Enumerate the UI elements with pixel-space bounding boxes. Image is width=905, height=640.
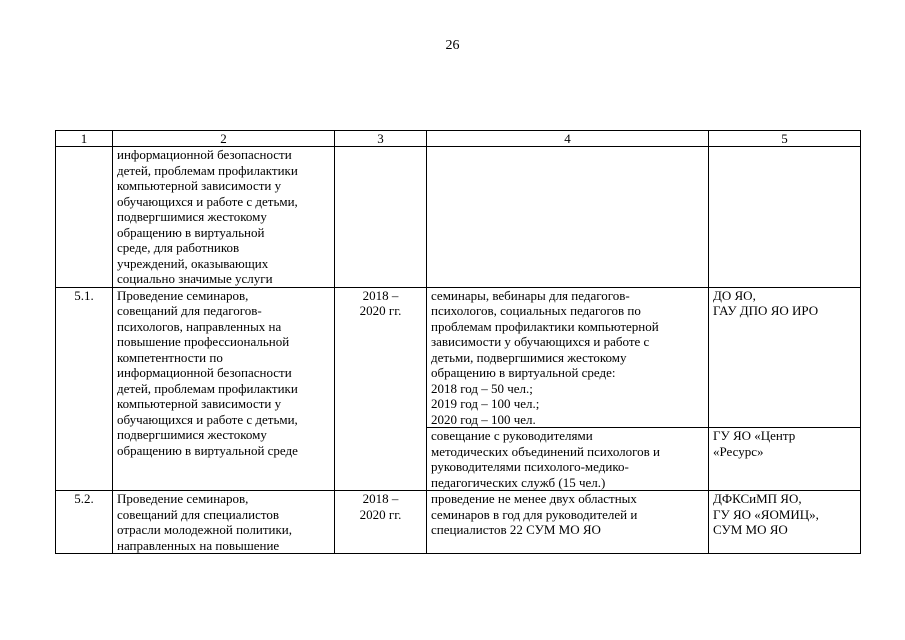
activity-result: семинары, вебинары для педагогов- психологов, социальных педагогов по проблемам профилактики компьютерной зависимости у обучающихся и работе с детьми, подвергшимися жестокому обращению в виртуальной среде: 2018 год – 50 чел.; 2019 год – 100 чел.; 2020 год – 100 чел. [427,287,709,428]
activity-name: информационной безопасности детей, проблемам профилактики компьютерной зависимости у обучающихся и работе с детьми, подвергшимися жестокому обращению в виртуальной среде, для работников учреждений, оказывающих социально значимые услуги [113,147,335,288]
activity-term: 2018 – 2020 гг. [335,287,427,491]
row-number: 5.1. [56,287,113,491]
header-col-4: 4 [427,131,709,147]
activity-term [335,147,427,288]
activity-result [427,147,709,288]
activity-executor: ДО ЯО, ГАУ ДПО ЯО ИРО [709,287,861,428]
header-col-1: 1 [56,131,113,147]
activity-term: 2018 – 2020 гг. [335,491,427,554]
header-col-2: 2 [113,131,335,147]
table-header-row [56,131,861,147]
row-number: 5.2. [56,491,113,554]
table-row [56,287,861,428]
page-number: 26 [445,38,460,53]
header-col-3: 3 [335,131,427,147]
activity-name: Проведение семинаров, совещаний для педагогов- психологов, направленных на повышение профессиональной компетентности по информационной безопасности детей, проблемам профилактики компьютерной зависимости у обучающихся и работе с детьми, подвергшимися жестокому обращению в виртуальной среде [113,287,335,491]
table-row [56,147,861,288]
table-row [56,491,861,554]
activity-executor: ДФКСиМП ЯО, ГУ ЯО «ЯОМИЦ», СУМ МО ЯО [709,491,861,554]
header-col-5: 5 [709,131,861,147]
activity-executor: ГУ ЯО «Центр «Ресурс» [709,428,861,491]
activity-executor [709,147,861,288]
plan-table [55,130,861,554]
row-number [56,147,113,288]
activity-result: проведение не менее двух областных семинаров в год для руководителей и специалистов 22 СУМ МО ЯО [427,491,709,554]
activity-result: совещание с руководителями методических объединений психологов и руководителями психолого-медико- педагогических служб (15 чел.) [427,428,709,491]
activity-name: Проведение семинаров, совещаний для специалистов отрасли молодежной политики, направленных на повышение [113,491,335,554]
